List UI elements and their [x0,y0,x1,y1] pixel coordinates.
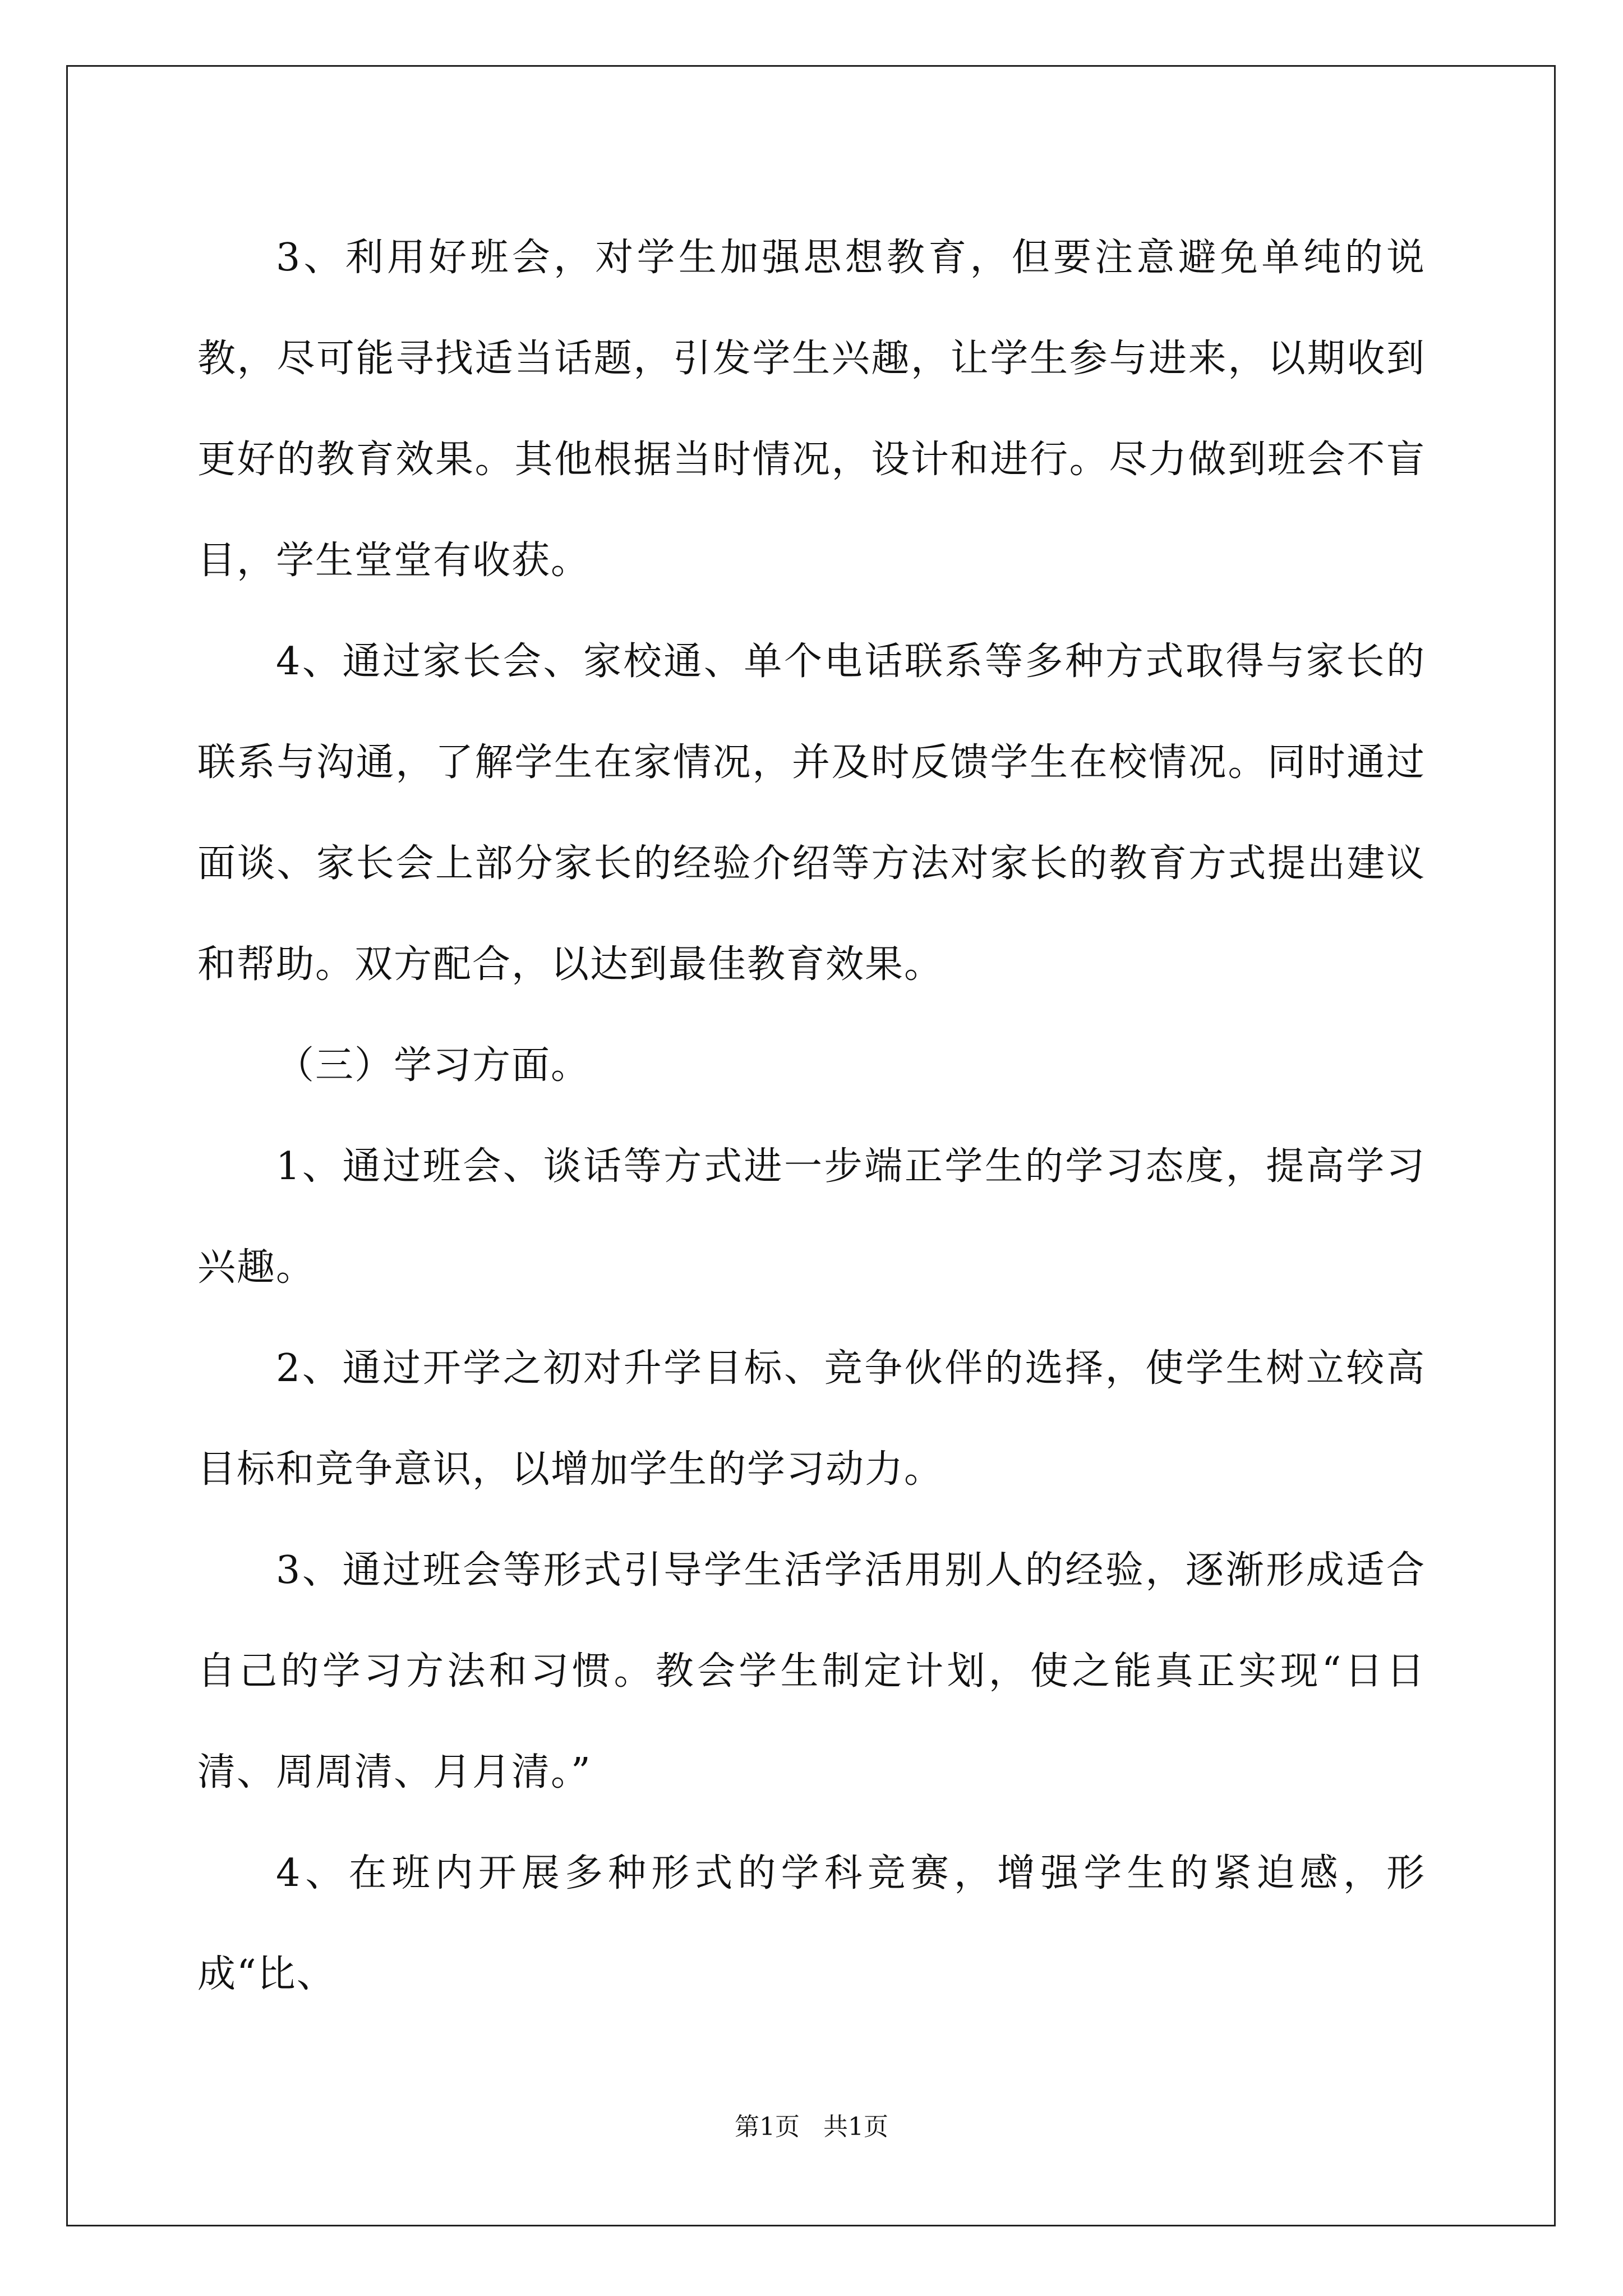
paragraph-competitions: 4、在班内开展多种形式的学科竞赛，增强学生的紧迫感，形成“比、 [197,1851,1426,1996]
document-body [197,208,1426,2025]
page-number-footer: 第1页 共1页 [735,2113,888,2141]
paragraph-parent-communication: 4、通过家长会、家校通、单个电话联系等多种方式取得与家长的联系与沟通，了解学生在家情况，并及时反馈学生在校情况。同时通过面谈、家长会上部分家长的经验介绍等方法对家长的教育方式提出建议和帮助。双方配合，以达到最佳教育效果。 [197,639,1426,987]
paragraph-study-methods: 3、通过班会等形式引导学生活学活用别人的经验，逐渐形成适合自己的学习方法和习惯。教会学生制定计划，使之能真正实现“日日清、周周清、月月清。” [197,1548,1426,1795]
paragraph-class-meeting: 3、利用好班会，对学生加强思想教育，但要注意避免单纯的说教，尽可能寻找适当话题，引发学生兴趣，让学生参与进来，以期收到更好的教育效果。其他根据当时情况，设计和进行。尽力做到班会不盲目，学生堂堂有收获。 [197,236,1426,583]
section-heading-study: （三）学习方面。 [276,1043,591,1088]
paragraph-study-attitude: 1、通过班会、谈话等方式进一步端正学生的学习态度，提高学习兴趣。 [197,1144,1426,1290]
paragraph-study-goals: 2、通过开学之初对升学目标、竞争伙伴的选择，使学生树立较高目标和竞争意识，以增加学生的学习动力。 [197,1346,1426,1492]
